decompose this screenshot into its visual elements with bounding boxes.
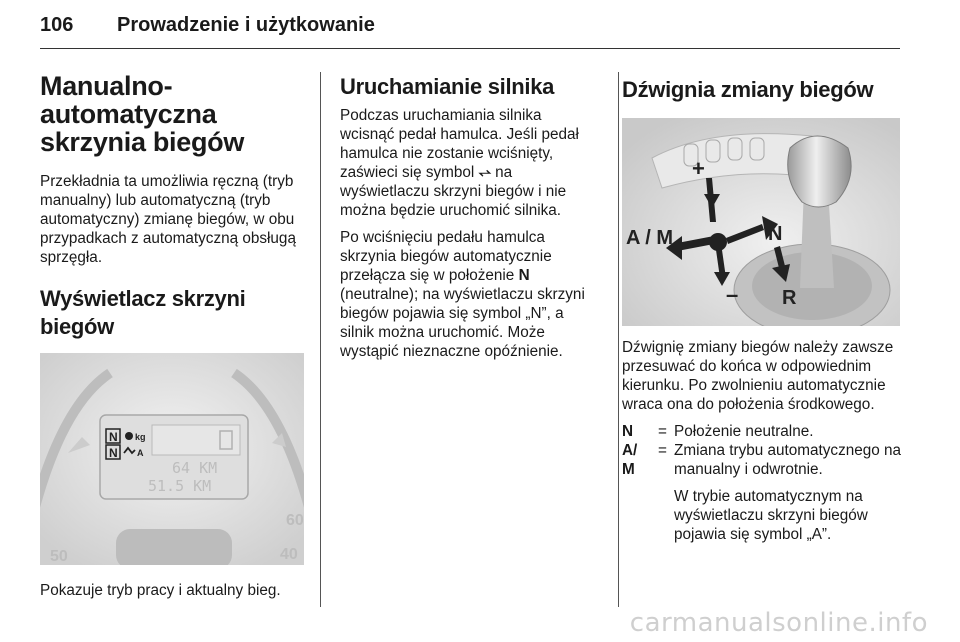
subsection-heading: Wyświetlacz skrzyni biegów <box>40 286 246 339</box>
definition-item <box>622 441 902 479</box>
definition-note: W trybie automatycznym na wyświetlaczu skrzyni biegów pojawia się symbol „A”. <box>674 488 868 543</box>
shift-am-label: A / M <box>626 227 674 249</box>
text-span: Podczas uruchamiania silnika wcisnąć pedał hamulca. Jeśli pedał hamulca nie zostanie wciśnięty, zaświeci się symbol <box>340 107 579 181</box>
figure-caption: Pokazuje tryb pracy i aktualny bieg. <box>40 582 281 599</box>
shift-n-label: N <box>768 223 783 245</box>
column-2 <box>340 72 600 361</box>
column-1 <box>40 72 304 600</box>
lever-center-marker <box>709 233 727 251</box>
page-number: 106 <box>40 14 74 36</box>
section-heading: Uruchamianie silnika <box>340 74 555 99</box>
paragraph <box>340 106 600 220</box>
column-divider <box>618 72 619 607</box>
gear-indicator-n: N <box>109 446 118 460</box>
shift-plus-label: + <box>692 156 705 181</box>
column-divider <box>320 72 321 607</box>
gauge-label: 60 <box>286 512 304 529</box>
definition-key: A/ M <box>622 442 638 478</box>
dashboard-illustration <box>40 353 304 565</box>
gear-lever-illustration <box>622 118 900 326</box>
gear-lever-figure <box>622 118 900 326</box>
text-span: na wyświetlaczu skrzyni biegów i nie można będzie uruchomić silnika. <box>340 164 567 219</box>
gear-indicator-n: N <box>109 430 118 444</box>
column-3 <box>622 72 902 544</box>
intro-paragraph: Przekładnia ta umożliwia ręczną (tryb manualny) lub automatyczną (tryb automatyczny) zmianę biegów, w obu przypadkach z automatyczną obsługą sprzęgła. <box>40 173 296 266</box>
km-readout: 51.5 KM <box>148 477 212 495</box>
kg-label: kg <box>135 432 146 442</box>
watermark: carmanualsonline.info <box>629 608 928 638</box>
snowflake-icon <box>125 432 133 440</box>
km-readout: 64 KM <box>172 459 218 477</box>
definition-item <box>622 422 902 441</box>
definition-equals: = <box>658 423 667 440</box>
brake-symbol-icon: ⥋ <box>478 164 491 181</box>
definition-list <box>622 422 902 544</box>
definition-value: Położenie neutralne. <box>674 423 814 440</box>
neutral-symbol: N <box>518 267 530 284</box>
definition-key: N <box>622 423 634 440</box>
definition-value: Zmiana trybu automatycznego na manualny i odwrotnie. <box>674 442 902 478</box>
section-heading: Manualno-automatyczna skrzynia biegów <box>40 71 245 157</box>
text-span: (neutralne); na wyświetlaczu skrzyni biegów pojawia się symbol „N”, a silnik można uruchomić. Może wystąpić nieznaczne opóźnienie. <box>340 286 585 360</box>
shift-minus-label: – <box>726 282 739 307</box>
paragraph <box>340 228 600 361</box>
gauge-label: 40 <box>280 546 298 563</box>
gearbox-display-figure <box>40 353 304 565</box>
definition-equals: = <box>658 442 667 459</box>
section-heading: Dźwignia zmiany biegów <box>622 77 874 102</box>
page-title: Prowadzenie i użytkowanie <box>117 14 375 36</box>
mode-a-label: A <box>137 448 144 458</box>
page-header <box>40 8 900 49</box>
paragraph: Dźwignię zmiany biegów należy zawsze przesuwać do końca w odpowiednim kierunku. Po zwolnieniu automatycznie wraca ona do położenia środkowego. <box>622 339 894 413</box>
text-span: Po wciśnięciu pedału hamulca skrzynia biegów automatycznie przełącza się w położenie <box>340 229 552 284</box>
gauge-label: 50 <box>50 548 68 565</box>
shift-r-label: R <box>782 287 797 309</box>
